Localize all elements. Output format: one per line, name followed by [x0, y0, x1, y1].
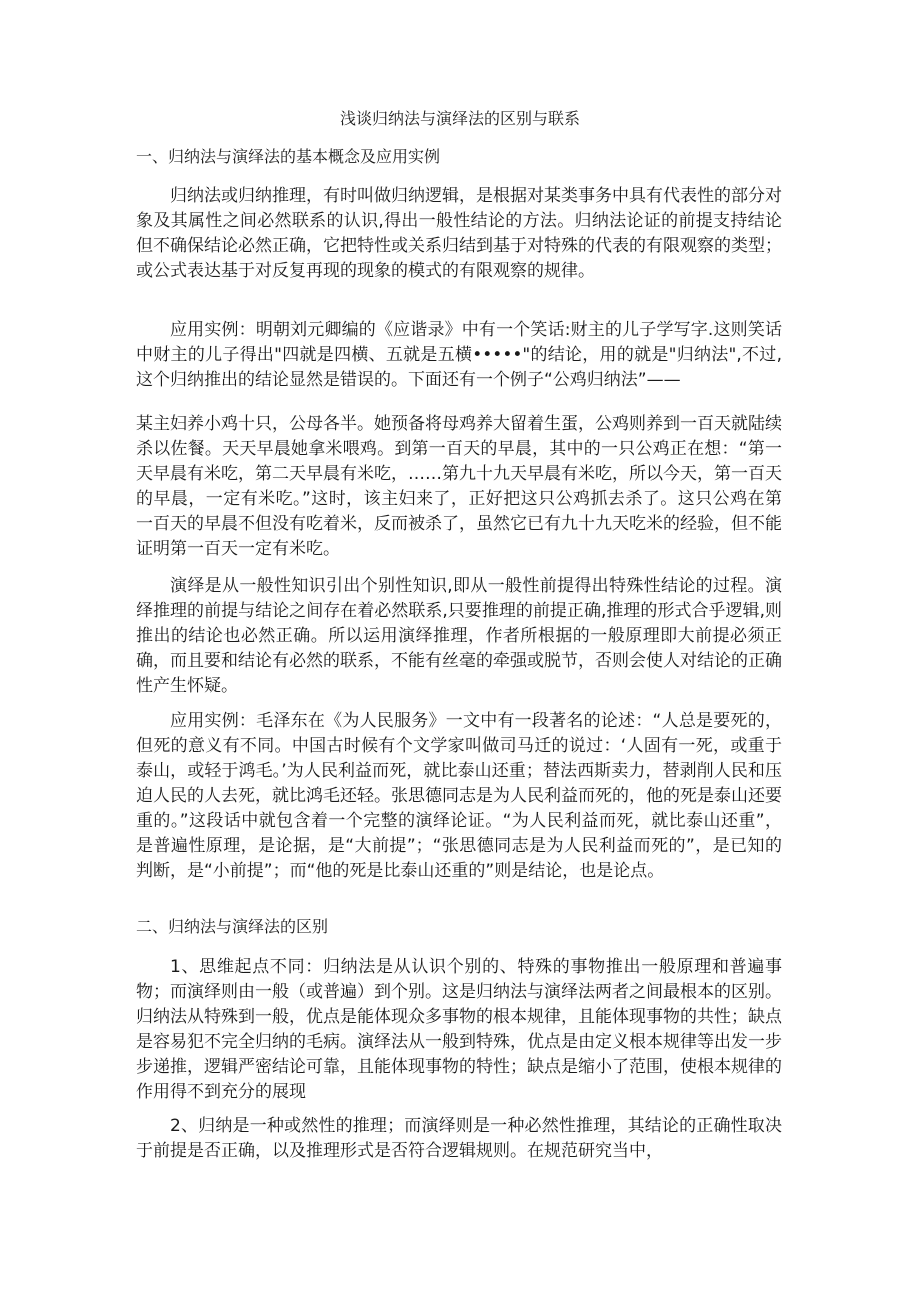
- paragraph-induction-example: 应用实例：明朝刘元卿编的《应谐录》中有一个笑话:财主的儿子学写字.这则笑话中财主的儿子得出"四就是四横、五就是五横•••••"的结论，用的就是"归纳法",不过,这个归纳推出的结论显然是错误的。下面还有一个例子“公鸡归纳法”——: [136, 320, 782, 390]
- paragraph-difference-2: 2、归纳是一种或然性的推理；而演绎则是一种必然性推理，其结论的正确性取决于前提是否正确，以及推理形式是否符合逻辑规则。在规范研究当中，: [136, 1116, 782, 1161]
- document-title: 浅谈归纳法与演绎法的区别与联系: [339, 109, 580, 128]
- paragraph-deduction-definition: 演绎是从一般性知识引出个别性知识,即从一般性前提得出特殊性结论的过程。演绎推理的前提与结论之间存在着必然联系,只要推理的前提正确,推理的形式合乎逻辑,则推出的结论也必然正确。所以运用演绎推理，作者所根据的一般原理即大前提必须正确，而且要和结论有必然的联系，不能有丝毫的牵强或脱节，否则会使人对结论的正确性产生怀疑。: [136, 576, 782, 696]
- paragraph-difference-1: 1、思维起点不同：归纳法是从认识个别的、特殊的事物推出一般原理和普遍事物；而演绎则由一般（或普遍）到个别。这是归纳法与演绎法两者之间最根本的区别。归纳法从特殊到一般，优点是能体现众多事物的根本规律，且能体现事物的共性；缺点是容易犯不完全归纳的毛病。演绎法从一般到特殊，优点是由定义根本规律等出发一步步递推，逻辑严密结论可靠，且能体现事物的特性；缺点是缩小了范围，使根本规律的作用得不到充分的展现: [136, 957, 782, 1102]
- section-heading-1: 一、归纳法与演绎法的基本概念及应用实例: [136, 147, 441, 166]
- section-heading-2: 二、归纳法与演绎法的区别: [136, 917, 329, 936]
- paragraph-deduction-example: 应用实例：毛泽东在《为人民服务》一文中有一段著名的论述：“人总是要死的，但死的意义有不同。中国古时候有个文学家叫做司马迁的说过：‘人固有一死，或重于泰山，或轻于鸿毛。’为人民利益而死，就比泰山还重；替法西斯卖力，替剥削人民和压迫人民的人去死，就比鸿毛还轻。张思德同志是为人民利益而死的，他的死是泰山还要重的。”这段话中就包含着一个完整的演绎论证。“为人民利益而死，就比泰山还重”，是普遍性原理，是论据，是“大前提”；“张思德同志是为人民利益而死的”，是已知的判断，是“小前提”；而“他的死是比泰山还重的”则是结论，也是论点。: [136, 711, 782, 881]
- paragraph-rooster-story: 某主妇养小鸡十只，公母各半。她预备将母鸡养大留着生蛋，公鸡则养到一百天就陆续杀以佐餐。天天早晨她拿米喂鸡。到第一百天的早晨，其中的一只公鸡正在想：“第一天早晨有米吃，第二天早晨有米吃，……第九十九天早晨有米吃，所以今天，第一百天的早晨，一定有米吃。”这时，该主妇来了，正好把这只公鸡抓去杀了。这只公鸡在第一百天的早晨不但没有吃着米，反而被杀了，虽然它已有九十九天吃米的经验，但不能证明第一百天一定有米吃。: [136, 414, 782, 559]
- paragraph-induction-definition: 归纳法或归纳推理，有时叫做归纳逻辑，是根据对某类事务中具有代表性的部分对象及其属性之间必然联系的认识,得出一般性结论的方法。归纳法论证的前提支持结论但不确保结论必然正确，它把特性或关系归结到基于对特殊的代表的有限观察的类型；或公式表达基于对反复再现的现象的模式的有限观察的规律。: [136, 186, 782, 281]
